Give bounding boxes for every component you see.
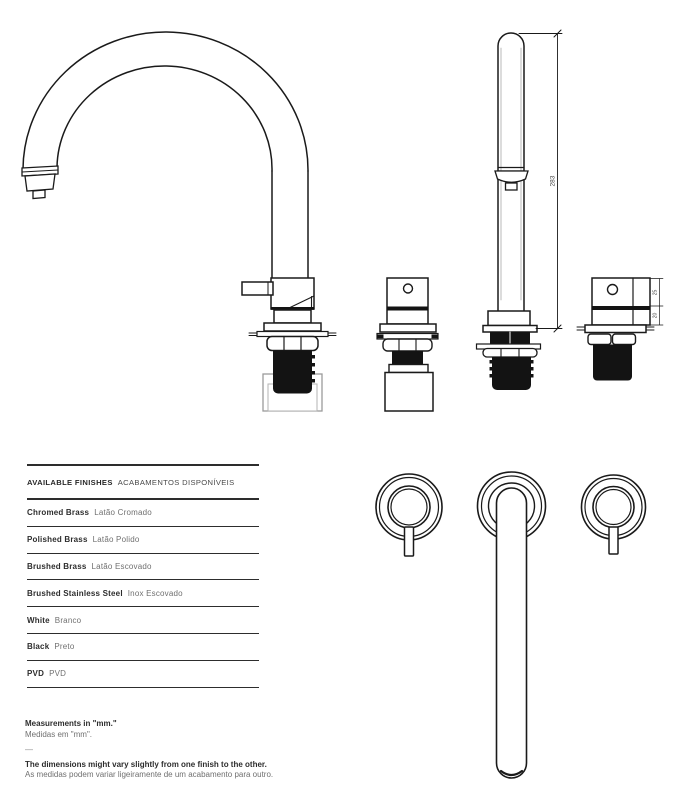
handle-valve-side-view-drawing [577,278,663,381]
finish-name-pt: Inox Escovado [127,588,183,598]
finish-row-brushed-stainless-steel [27,580,259,607]
finish-name-en: Polished Brass [27,535,88,545]
finish-row-chromed-brass [27,500,259,527]
dimension-label-spout-height: 283 [549,175,557,187]
spout-height-dimension [519,30,562,332]
finish-name-en: Black [27,642,50,652]
finish-name-pt: Latão Cromado [94,508,152,518]
spout-top-view-drawing [478,472,546,778]
footer-notes [25,719,273,781]
faucet-front-view-drawing [477,30,563,390]
finish-name-en: Brushed Brass [27,561,87,571]
finish-name-pt: Latão Escovado [91,561,152,571]
measurements-note-en: Measurements in "mm." [25,719,117,728]
dimension-label-handle-upper: 25 [652,289,659,296]
finish-row-white [27,607,259,634]
handle-valve-front-view-drawing [377,278,438,411]
finishes-table-header [27,464,259,500]
measurements-note-pt: Medidas em "mm". [25,729,93,739]
finish-row-black [27,634,259,661]
finish-name-en: White [27,615,50,625]
finish-name-en: Chromed Brass [27,508,90,518]
finish-name-pt: Preto [54,642,75,652]
finishes-header-pt: ACABAMENTOS DISPONÍVEIS [117,478,235,487]
handle-top-view-right-drawing [582,475,646,554]
tolerance-note-en: The dimensions might vary slightly from one finish to the other. [25,759,267,769]
handle-height-dimensions [650,279,663,326]
notes-divider: — [25,745,33,754]
dimension-label-handle-lower: 20 [652,312,659,319]
finish-row-polished-brass [27,527,259,554]
finish-name-pt: PVD [49,669,67,679]
finishes-table [27,464,259,688]
finish-row-brushed-brass [27,554,259,581]
finish-name-pt: Branco [54,615,82,625]
handle-top-view-left-drawing [376,474,442,556]
finish-row-pvd [27,661,259,688]
finishes-header-en: AVAILABLE FINISHES [27,478,113,487]
faucet-side-view-drawing [22,32,336,411]
finish-name-en: PVD [27,669,45,679]
finish-name-pt: Latão Polido [92,535,140,545]
finish-name-en: Brushed Stainless Steel [27,588,123,598]
tolerance-note-pt: As medidas podem variar ligeiramente de um acabamento para outro. [25,770,274,779]
